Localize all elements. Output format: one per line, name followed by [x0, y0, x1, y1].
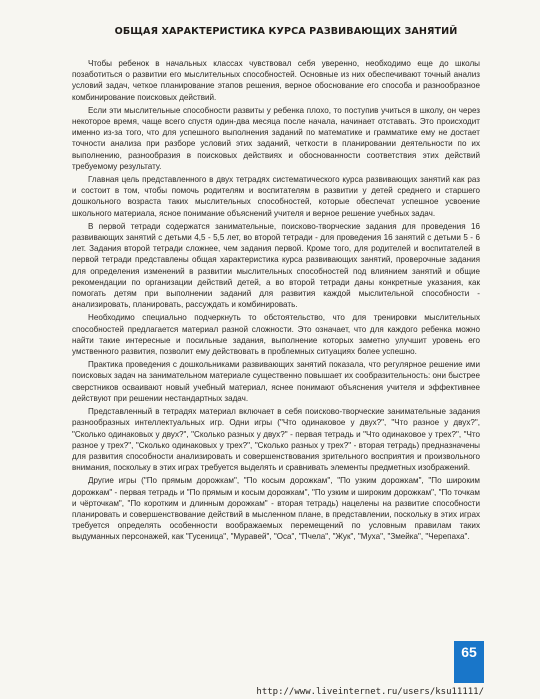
- footer-url[interactable]: http://www.liveinternet.ru/users/ksu11111/: [256, 687, 484, 697]
- paragraph: Чтобы ребенок в начальных классах чувствовал себя уверенно, необходимо еще до школы позаботиться о развитии его мыслительных способностей. Основные из них обеспечивают точный анализ условий задач, четкое планирование этапов решения, верное обоснование его способа и разнообразное комбинирование поисковых действий.: [72, 59, 480, 102]
- paragraph: В первой тетради содержатся занимательные, поисково-творческие задания для проведения 16 развивающих занятий с детьми 4,5 - 5,5 лет, во второй тетради - для проведения 16 занятий с детьми 5 - 6 лет. Задания второй тетради сложнее, чем задания первой. Кроме того, для родителей и воспитателей в первой тетради представлены общая характеристика курса развивающих занятий, проверочные задания для определения изменений в развитии мыслительных способностей под влиянием занятий и общие рекомендации по организации действий детей, а во второй тетради даны конкретные указания, как помогать детям при выполнении заданий для развития каждой мыслительной способности - анализировать, планировать, рассуждать и комбинировать.: [72, 221, 480, 310]
- paragraph: Если эти мыслительные способности развиты у ребенка плохо, то поступив учиться в школу, он через некоторое время, чаще всего спустя один-два месяца после начала, начинает отставать. Это происходит именно из-за того, что для успешного выполнения заданий по математике и грамматике ему не достает точности анализа при разборе условий этих заданий, четкости в планировании деятельности по их выполнению, разнообразия в поисковых действиях и обоснованности соответствия этих действий требуемому результату.: [72, 105, 480, 171]
- paragraph: Представленный в тетрадях материал включает в себя поисково-творческие занимательные задания разнообразных интеллектуальных игр. Одни игры ("Что одинаковое у двух?", "Что разное у двух?", "Сколько одинаковых у двух?", "Сколько разных у двух?" - первая тетрадь и "Что одинаковое у трех?", "Что разное у трех?", "Сколько одинаковых у трех?", "Сколько разных у трех?" - вторая тетрадь) предназначены для развития способности анализировать и совершенствования зрительного восприятия и произвольного внимания, поскольку в этих играх требуется выделять и сравнивать элементы предметных изображений.: [72, 407, 480, 473]
- page-title: ОБЩАЯ ХАРАКТЕРИСТИКА КУРСА РАЗВИВАЮЩИХ ЗАНЯТИЙ: [114, 26, 458, 37]
- body-text: [72, 58, 480, 545]
- paragraph: Практика проведения с дошкольниками развивающих занятий показала, что регулярное решение ими поисковых задач на занимательном материале существенно повышает их сообразительность: они быстрее сверстников осваивают новый учебный материал, яснее понимают объяснения учителя и эффективнее действуют при решении нестандартных задач.: [72, 360, 480, 403]
- footer: [0, 686, 540, 699]
- paragraph: Другие игры ("По прямым дорожкам", "По косым дорожкам", "По узким дорожкам", "По широким дорожкам" - первая тетрадь и "По прямым и косым дорожкам", "По узким и широким дорожкам", "По точкам и чёрточкам", "По коротким и длинным дорожкам" - вторая тетрадь) нацелены на развитие способности планировать и совершенствование действий в мысленном плане, в представлении, поскольку в этих играх требуется определять особенности воображаемых перемещений по условным правилам таких выдуманных персонажей, как "Гусеница", "Муравей", "Оса", "Пчела", "Жук", "Муха", "Змейка", "Черепаха".: [72, 476, 480, 542]
- paragraph: Главная цель представленного в двух тетрадях систематического курса развивающих занятий как раз и состоит в том, чтобы помочь родителям и воспитателям в развитии у детей среднего и старшего дошкольного возраста таких мыслительных способностей, которые обеспечат успешное усвоение школьного материала, ясное понимание объяснений учителя и верное решение учебных задач.: [72, 175, 480, 218]
- page-number-badge: 65: [454, 641, 484, 683]
- paragraph: Необходимо специально подчеркнуть то обстоятельство, что для тренировки мыслительных способностей предлагается материал разной сложности. Это означает, что для каждого ребенка можно найти такие интересные и посильные задания, выполнение которых заметно улучшит уровень его умственного развития, позволит ему действовать в проблемных ситуациях более успешно.: [72, 313, 480, 357]
